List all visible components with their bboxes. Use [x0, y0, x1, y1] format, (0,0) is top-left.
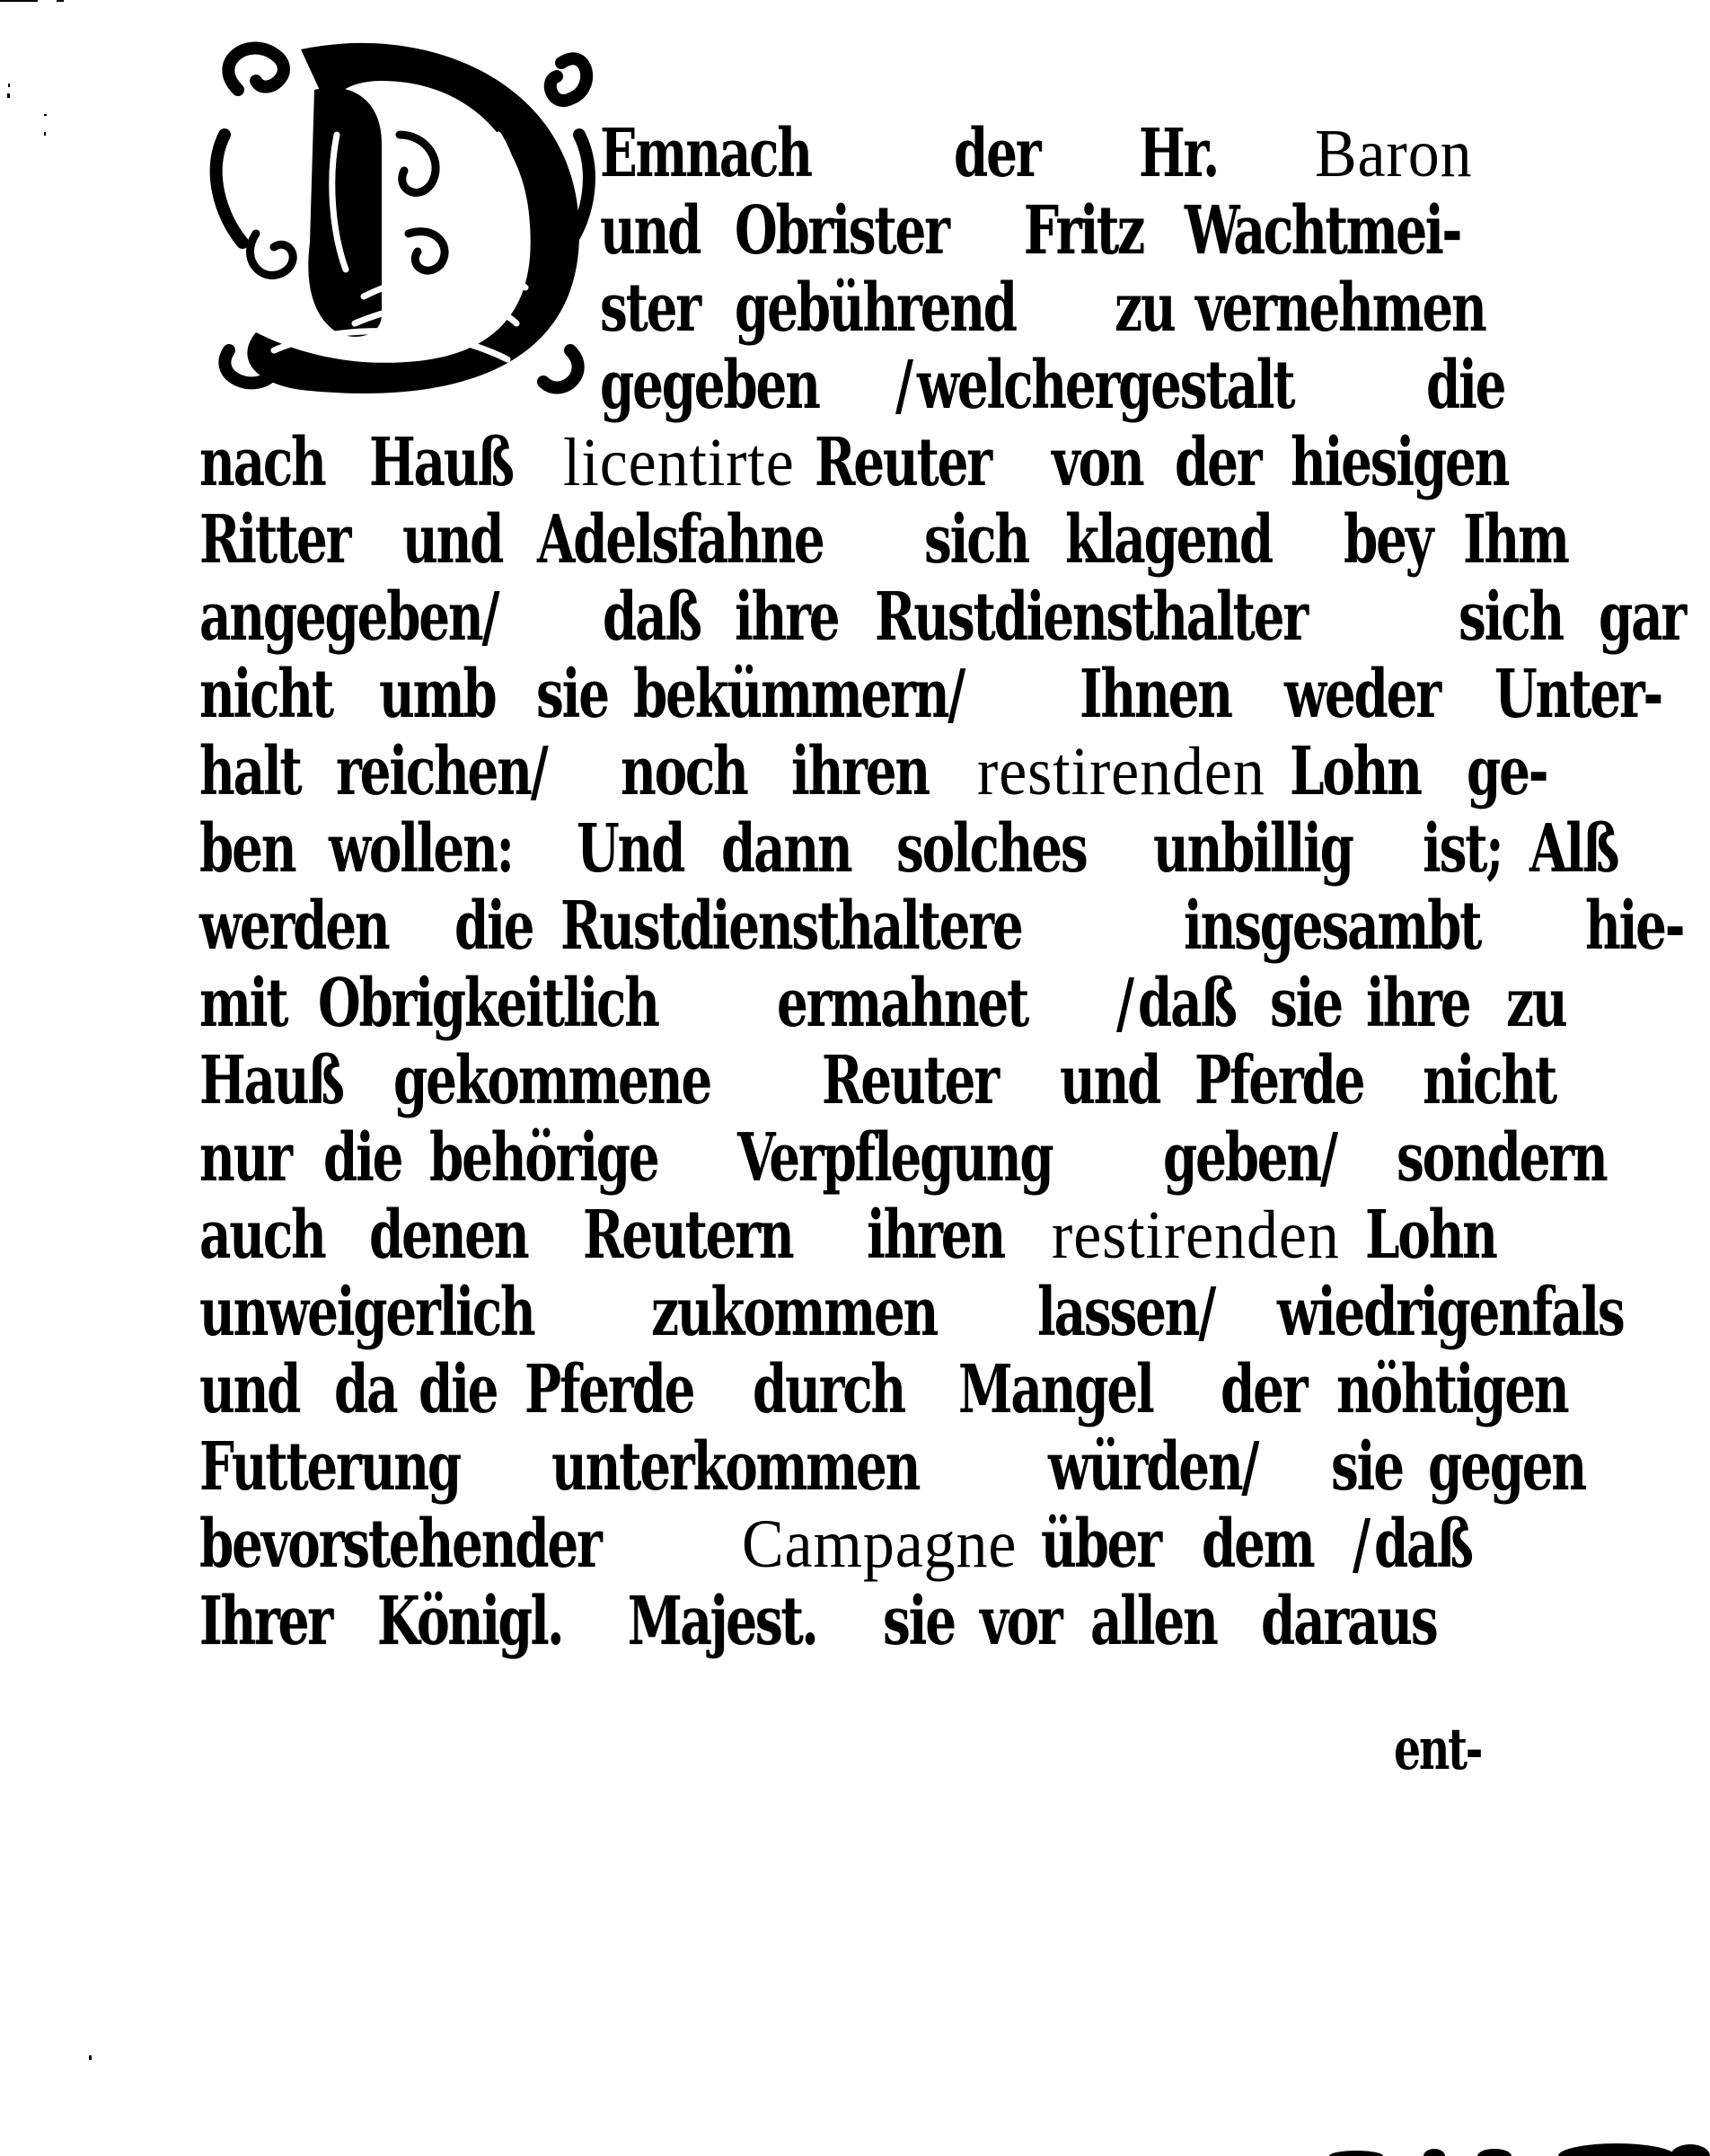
word: vor	[980, 1583, 1062, 1660]
word: /	[1353, 1506, 1370, 1583]
word: /	[895, 347, 912, 424]
word: unweigerlich	[199, 1274, 534, 1351]
word-ornamental: Königl.	[377, 1583, 563, 1660]
word: Obrigkeitlich	[317, 965, 658, 1042]
word: sie	[1330, 1428, 1403, 1506]
word: noch	[621, 733, 747, 810]
word: durch	[753, 1351, 905, 1428]
scan-artifact	[0, 0, 38, 2]
word: Alß	[1529, 810, 1618, 888]
word: geben/	[1162, 1119, 1336, 1197]
scan-artifact	[57, 0, 64, 2]
word: dem	[1202, 1506, 1314, 1583]
text-line-15	[199, 1197, 1496, 1274]
word: sie	[883, 1583, 956, 1660]
word: die	[419, 1351, 498, 1428]
word: lassen/	[1037, 1274, 1215, 1351]
text-line-8	[199, 656, 1662, 733]
word: Hr.	[1139, 115, 1219, 192]
text-line-2	[600, 192, 1486, 270]
word: nöhtigen	[1336, 1351, 1568, 1428]
word: Hauß	[199, 1042, 343, 1119]
word: klagend	[1064, 501, 1272, 579]
word: Ihm	[1463, 501, 1568, 579]
word: allen	[1089, 1583, 1217, 1660]
word: dann	[721, 810, 851, 888]
ornament-icon	[202, 27, 597, 402]
word: sie	[535, 656, 608, 733]
word: unbillig	[1153, 810, 1353, 888]
text-line-12	[199, 965, 1566, 1042]
text-line-4	[600, 347, 1505, 424]
word: ster	[600, 270, 700, 347]
word: Pferde	[1194, 1042, 1364, 1119]
word: welchergestalt	[917, 347, 1294, 424]
word: Rustdiensthalter	[874, 579, 1307, 656]
word: Reuter	[821, 1042, 998, 1119]
scan-artifact	[8, 84, 10, 87]
scan-artifact	[44, 132, 46, 136]
word: würden/	[1047, 1428, 1258, 1506]
text-line-9	[199, 733, 1547, 810]
catchword: ent-	[1394, 1716, 1482, 1783]
word-ornamental: Majest.	[628, 1583, 817, 1660]
text-line-14	[199, 1119, 1607, 1197]
word: auch	[199, 1197, 325, 1274]
word: zukommen	[651, 1274, 938, 1351]
word: ihre	[1366, 965, 1470, 1042]
scan-edge-artifact	[1329, 2151, 1383, 2156]
word: werden	[199, 888, 389, 965]
word: Ihnen	[1080, 656, 1231, 733]
scan-edge-artifact	[1670, 2144, 1710, 2156]
word: Verpflegung	[737, 1119, 1053, 1197]
text-line-11	[199, 888, 1683, 965]
text-line-18	[199, 1428, 1585, 1506]
word: Rustdiensthaltere	[560, 888, 1022, 965]
word: Emnach	[600, 115, 811, 192]
word: Adelsfahne	[537, 501, 824, 579]
word: die	[322, 1119, 401, 1197]
word: von	[1052, 424, 1143, 501]
word-latin: licentirte	[562, 425, 795, 500]
word: /	[1115, 965, 1133, 1042]
word-ornamental: Wachtmei-	[1185, 192, 1461, 270]
word: daraus	[1260, 1583, 1437, 1660]
word: daß	[603, 579, 701, 656]
word: Obrister	[735, 192, 949, 270]
word: ben	[199, 810, 295, 888]
word: mit	[199, 965, 287, 1042]
text-line-10	[199, 810, 1618, 888]
word-latin: restirenden	[1052, 1197, 1341, 1273]
word: umb	[378, 656, 496, 733]
word: die	[454, 888, 533, 965]
word: wiedrigenfals	[1276, 1274, 1624, 1351]
scan-edge-artifact	[1424, 2149, 1445, 2156]
word: der	[1175, 424, 1261, 501]
scan-artifact	[7, 93, 10, 98]
word: gekommene	[392, 1042, 710, 1119]
word: gegen	[1427, 1428, 1585, 1506]
word: zu	[1506, 965, 1566, 1042]
word: über	[1040, 1506, 1160, 1583]
word: Und	[577, 810, 684, 888]
text-line-6	[199, 501, 1568, 579]
word: vernehmen	[1194, 270, 1485, 347]
word: sich	[923, 501, 1028, 579]
text-line-17	[199, 1351, 1568, 1428]
word-ornamental: Fritz	[1023, 192, 1143, 270]
word: Unter-	[1494, 656, 1662, 733]
text-line-1	[600, 115, 1486, 192]
word: sondern	[1397, 1119, 1607, 1197]
word: bey	[1344, 501, 1432, 579]
word: angegeben/	[199, 579, 498, 656]
word: ermahnet	[777, 965, 1028, 1042]
word: nur	[199, 1119, 291, 1197]
word: Mangel	[957, 1351, 1153, 1428]
word: der	[1221, 1351, 1307, 1428]
word-latin: Baron	[1315, 116, 1473, 191]
word: sich	[1458, 579, 1563, 656]
word: gebührend	[734, 270, 1016, 347]
text-line-19	[199, 1506, 1486, 1583]
word: hie-	[1584, 888, 1683, 965]
text-line-3	[600, 270, 1486, 347]
word: da	[334, 1351, 397, 1428]
word: behörige	[428, 1119, 658, 1197]
word: ihren	[791, 733, 930, 810]
word: und	[1059, 1042, 1159, 1119]
text-line-13	[199, 1042, 1556, 1119]
word: und	[600, 192, 701, 270]
word: zu	[1114, 270, 1175, 347]
word: daß	[1137, 965, 1236, 1042]
word: solches	[896, 810, 1087, 888]
word: und	[199, 1351, 300, 1428]
word: unterkommen	[551, 1428, 920, 1506]
word: gegeben	[600, 347, 819, 424]
text-line-7	[199, 579, 1686, 656]
text-line-20	[199, 1583, 1486, 1660]
word: Pferde	[524, 1351, 694, 1428]
text-line-5	[199, 424, 1509, 501]
ornamental-drop-cap	[202, 27, 597, 402]
word: sie	[1269, 965, 1342, 1042]
word: Reuter	[814, 424, 991, 501]
word: reichen/	[336, 733, 547, 810]
word: Reutern	[583, 1197, 793, 1274]
word: nach	[199, 424, 325, 501]
word: bevorstehender	[199, 1506, 601, 1583]
word: wollen:	[328, 810, 513, 888]
scan-artifact	[89, 2055, 92, 2060]
word: nicht	[199, 656, 332, 733]
word: ihren	[866, 1197, 1004, 1274]
word: ist;	[1422, 810, 1503, 888]
word: die	[1426, 347, 1505, 424]
word: Hauß	[368, 424, 513, 501]
word-ornamental: Ihrer	[199, 1583, 331, 1660]
word: nicht	[1423, 1042, 1556, 1119]
word: ge-	[1467, 733, 1547, 810]
word: halt	[199, 733, 301, 810]
word: gar	[1599, 579, 1686, 656]
word-latin: restirenden	[976, 734, 1265, 809]
scan-edge-artifact	[1477, 2149, 1512, 2156]
scan-edge-artifact	[1558, 2143, 1675, 2156]
word: hiesigen	[1291, 424, 1509, 501]
word: Futterung	[199, 1428, 460, 1506]
word-latin: Campagne	[741, 1507, 1017, 1582]
word: insgesambt	[1184, 888, 1481, 965]
word: der	[954, 115, 1040, 192]
word: bekümmern/	[632, 656, 964, 733]
word: weder	[1284, 656, 1441, 733]
word: denen	[368, 1197, 528, 1274]
word: Lohn	[1364, 1197, 1496, 1274]
word: Lohn	[1290, 733, 1422, 810]
text-line-16	[199, 1274, 1624, 1351]
scan-artifact	[44, 114, 47, 116]
word: und	[402, 501, 503, 579]
word: ihre	[734, 579, 839, 656]
word: Ritter	[199, 501, 350, 579]
word: daß	[1374, 1506, 1473, 1583]
